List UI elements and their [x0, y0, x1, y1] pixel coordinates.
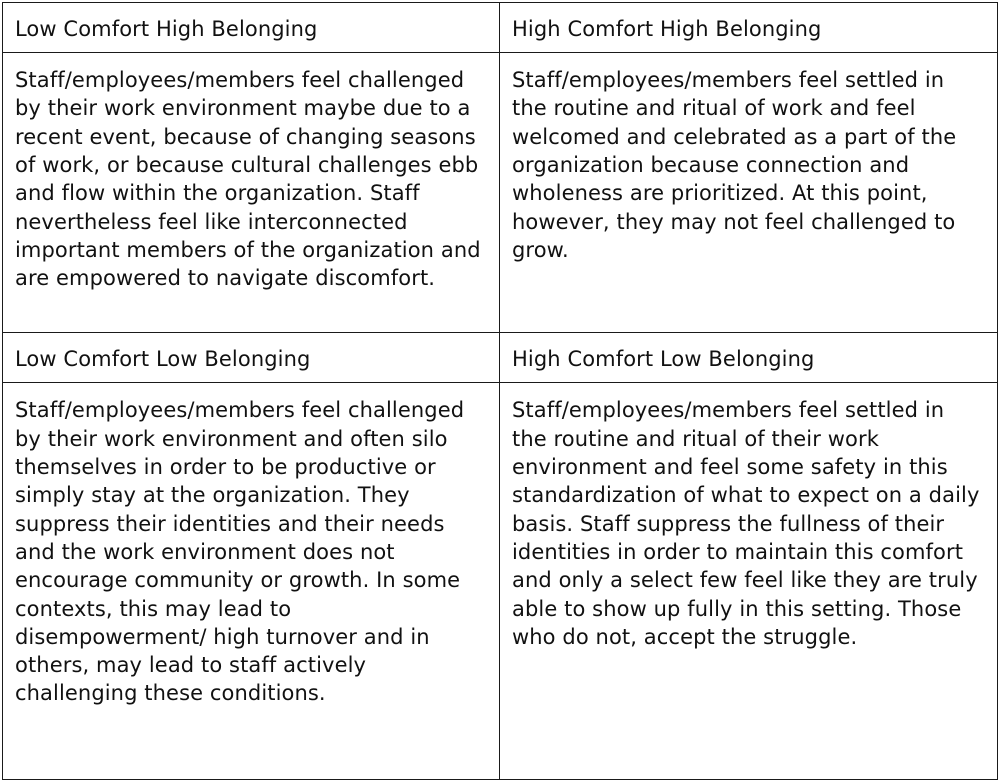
quadrant-heading-cell-bottom-right	[500, 333, 998, 383]
matrix-row-high-belonging-descriptions	[3, 53, 998, 333]
quadrant-heading-low-comfort-low-belonging: Low Comfort Low Belonging	[15, 347, 311, 372]
quadrant-heading-cell-top-right	[500, 3, 998, 53]
quadrant-heading-cell-top-left	[3, 3, 500, 53]
matrix-row-low-belonging-descriptions	[3, 383, 998, 780]
quadrant-description-high-comfort-high-belonging: Staff/employees/members feel settled in the routine and ritual of work and feel welcomed and celebrated as a part of the organization because connection and wholeness are prioritized. At this point, however, they may not feel challenged to grow.	[512, 68, 957, 262]
quadrant-description-low-comfort-low-belonging: Staff/employees/members feel challenged by their work environment and often silo themselves in order to be productive or simply stay at the organization. They suppress their identities and their needs and the work environment does not encourage community or growth. In some contexts, this may lead to disempowerment/ high turnover and in others, may lead to staff actively challenging these conditions.	[15, 398, 465, 706]
quadrant-description-cell-top-right	[500, 53, 998, 333]
comfort-belonging-matrix	[2, 2, 998, 780]
matrix-row-low-belonging-headings	[3, 333, 998, 383]
quadrant-description-cell-bottom-left	[3, 383, 500, 780]
quadrant-heading-cell-bottom-left	[3, 333, 500, 383]
quadrant-heading-low-comfort-high-belonging: Low Comfort High Belonging	[15, 17, 318, 41]
quadrant-heading-high-comfort-high-belonging: High Comfort High Belonging	[512, 17, 822, 41]
quadrant-heading-high-comfort-low-belonging: High Comfort Low Belonging	[512, 347, 815, 372]
matrix-row-high-belonging-headings	[3, 3, 998, 53]
quadrant-description-cell-top-left	[3, 53, 500, 333]
quadrant-description-low-comfort-high-belonging: Staff/employees/members feel challenged by their work environment maybe due to a recent event, because of changing seasons of work, or because cultural challenges ebb and flow within the organization. Staff nevertheless feel like interconnected important members of the organization and are empowered to navigate discomfort.	[15, 68, 481, 291]
quadrant-description-cell-bottom-right	[500, 383, 998, 780]
quadrant-description-high-comfort-low-belonging: Staff/employees/members feel settled in the routine and ritual of their work environment and feel some safety in this standardization of what to expect on a daily basis. Staff suppress the fullness of their identities in order to maintain this comfort and only a select few feel like they are truly able to show up fully in this setting. Those who do not, accept the struggle.	[512, 398, 980, 649]
